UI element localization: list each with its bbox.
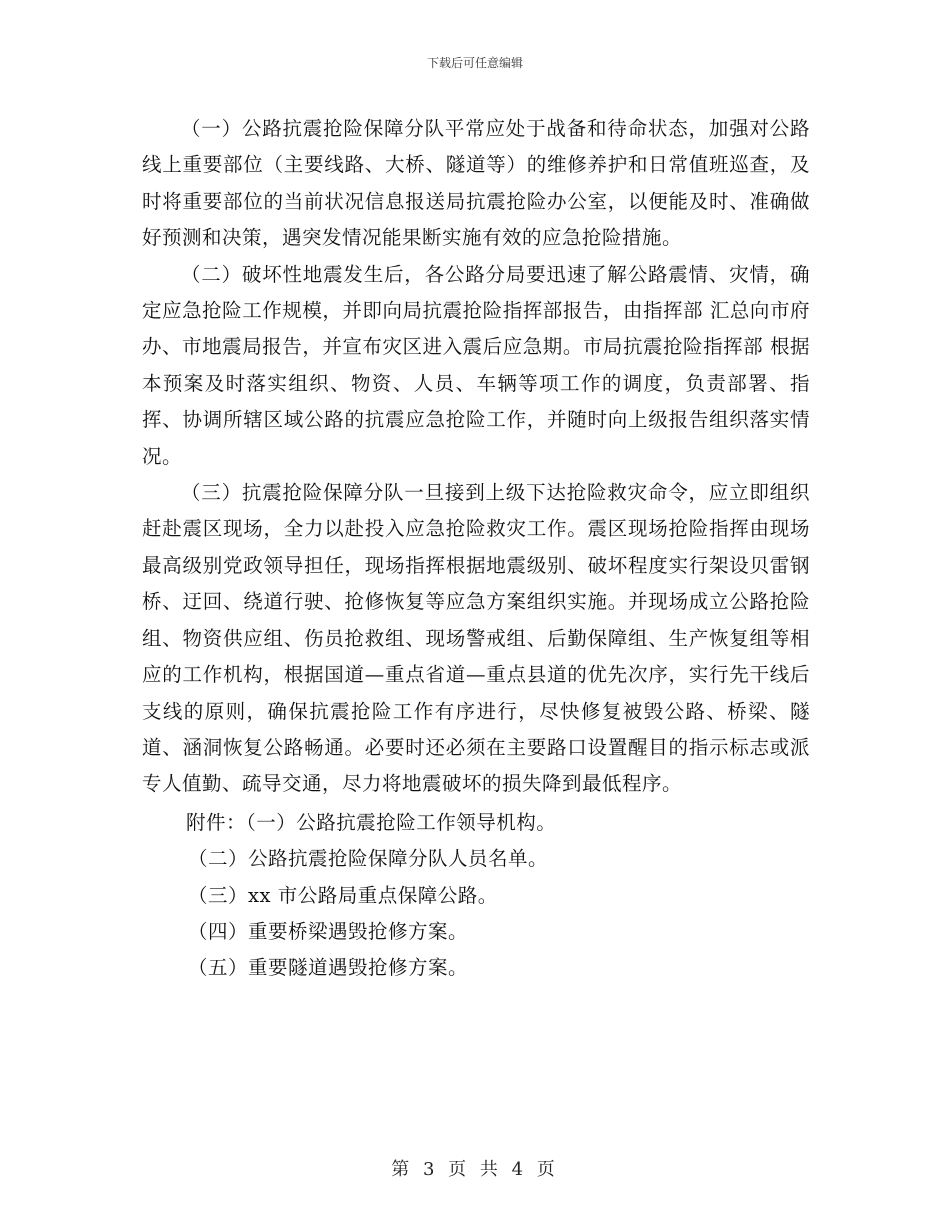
- page-footer: 第 3 页 共 4 页: [391, 1159, 559, 1180]
- attachment-item: （二）公路抗震抢险保障分队人员名单。: [188, 847, 549, 871]
- attachment-item: （五）重要隧道遇毁抢修方案。: [188, 956, 469, 980]
- attachments-list: [142, 805, 810, 987]
- document-body: [142, 111, 810, 987]
- attachment-item: （四）重要桥梁遇毁抢修方案。: [188, 919, 469, 943]
- paragraph-3: （三）抗震抢险保障分队一旦接到上级下达抢险救灾命令，应立即组织赶赴震区现场，全力以赴投入应急抢险救灾工作。震区现场抢险指挥由现场最高级别党政领导担任，现场指挥根据地震级别、破坏程度实行架设贝雷钢桥、迂回、绕道行驶、抢修恢复等应急方案组织实施。并现场成立公路抢险组、物资供应组、伤员抢救组、现场警戒组、后勤保障组、生产恢复组等相应的工作机构，根据国道—重点省道—重点县道的优先次序，实行先干线后支线的原则，确保抗震抢险工作有序进行，尽快修复被毁公路、桥梁、隧道、涵洞恢复公路畅通。必要时还必须在主要路口设置醒目的指示标志或派专人值勤、疏导交通，尽力将地震破坏的损失降到最低程序。: [142, 481, 810, 796]
- attachment-heading: 附件：（一）公路抗震抢险工作领导机构。: [186, 810, 557, 834]
- paragraph-1: （一）公路抗震抢险保障分队平常应处于战备和待命状态，加强对公路线上重要部位（主要线路、大桥、隧道等）的维修养护和日常值班巡查，及时将重要部位的当前状况信息报送局抗震抢险办公室，以便能及时、准确做好预测和决策，遇突发情况能果断实施有效的应急抢险措施。: [142, 117, 810, 250]
- attachment-item: （三）xx 市公路局重点保障公路。: [188, 883, 498, 907]
- page-header: 下载后可任意编辑: [426, 56, 523, 70]
- paragraph-2: （二）破坏性地震发生后，各公路分局要迅速了解公路震情、灾情，确定应急抢险工作规模，并即向局抗震抢险指挥部报告，由指挥部 汇总向市府办、市地震局报告，并宣布灾区进入震后应急期。市局抗震抢险指挥部 根据本预案及时落实组织、物资、人员、车辆等项工作的调度，负责部署、指挥、协调所辖区域公路的抗震应急抢险工作，并随时向上级报告组织落实情况。: [142, 262, 810, 468]
